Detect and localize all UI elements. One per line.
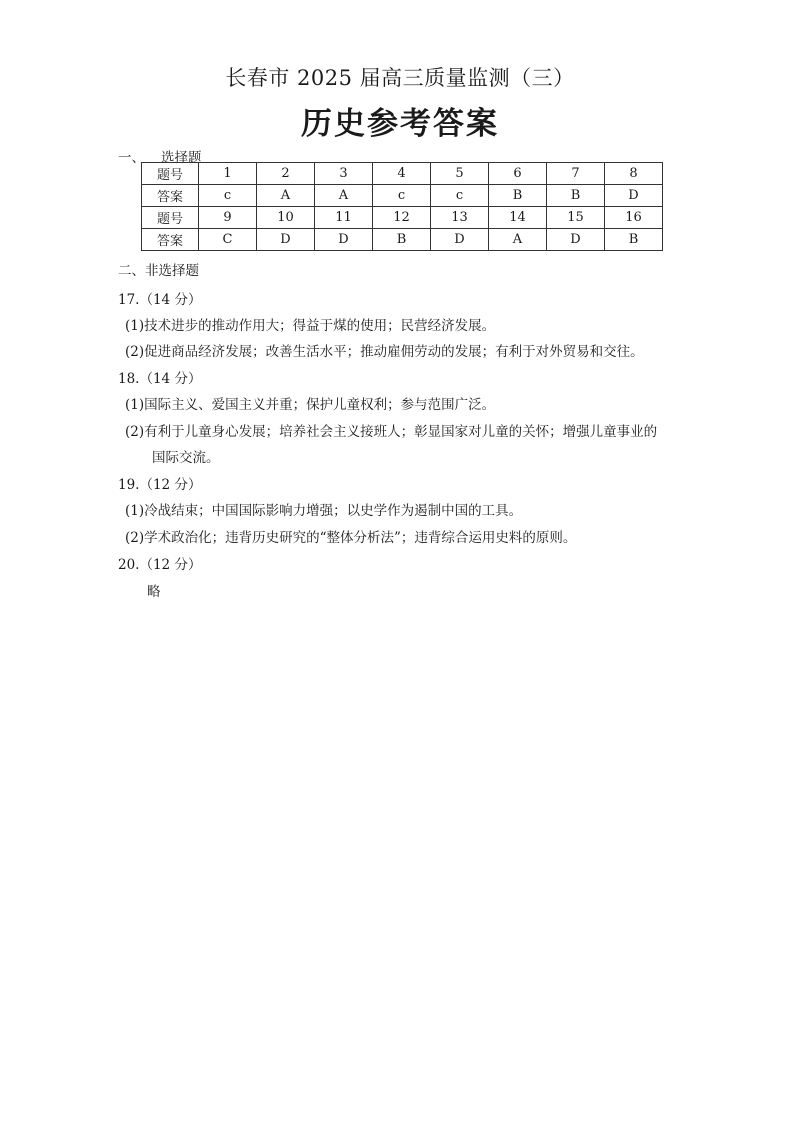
table-cell: 5	[431, 163, 489, 185]
question-18-answer-2-continued: 国际交流。	[152, 450, 220, 466]
question-18-answer-1: (1)国际主义、爱国主义并重；保护儿童权利；参与范围广泛。	[125, 397, 496, 413]
table-cell: D	[315, 229, 373, 251]
question-17-answer-2: (2)促进商品经济发展；改善生活水平；推动雇佣劳动的发展；有利于对外贸易和交往。	[125, 344, 644, 360]
table-cell: 4	[373, 163, 431, 185]
table-cell: 9	[199, 207, 257, 229]
table-cell: 11	[315, 207, 373, 229]
table-cell: B	[605, 229, 663, 251]
table-cell: B	[489, 185, 547, 207]
table-cell: 16	[605, 207, 663, 229]
row-header-cell: 答案	[142, 229, 199, 251]
answer-table	[141, 162, 663, 251]
table-cell: 10	[257, 207, 315, 229]
question-18-answer-2: (2)有利于儿童身心发展；培养社会主义接班人；彰显国家对儿童的关怀；增强儿童事业的	[125, 424, 658, 440]
section-number: 一、	[118, 150, 145, 166]
table-cell: 6	[489, 163, 547, 185]
table-cell: A	[257, 185, 315, 207]
table-cell: A	[489, 229, 547, 251]
table-cell: 14	[489, 207, 547, 229]
question-19-answer-1: (1)冷战结束；中国国际影响力增强；以史学作为遏制中国的工具。	[125, 503, 523, 519]
table-cell: c	[199, 185, 257, 207]
question-17-answer-1: (1)技术进步的推动作用大；得益于煤的使用；民营经济发展。	[125, 318, 496, 334]
table-cell: D	[431, 229, 489, 251]
table-cell: 3	[315, 163, 373, 185]
question-17-heading: 17.（14 分）	[118, 292, 202, 308]
section-heading-non-choice: 二、非选择题	[118, 263, 199, 279]
page-title: 历史参考答案	[301, 106, 499, 142]
table-cell: c	[431, 185, 489, 207]
question-19-answer-2: (2)学术政治化；违背历史研究的“整体分析法”；违背综合运用史料的原则。	[125, 530, 577, 546]
table-cell: c	[373, 185, 431, 207]
table-cell: 7	[547, 163, 605, 185]
table-row	[142, 207, 663, 229]
table-cell: 1	[199, 163, 257, 185]
table-cell: B	[373, 229, 431, 251]
table-cell: 15	[547, 207, 605, 229]
table-cell: D	[605, 185, 663, 207]
section-label: 选择题	[161, 150, 202, 166]
table-cell: D	[257, 229, 315, 251]
table-row	[142, 163, 663, 185]
question-20-heading: 20.（12 分）	[118, 557, 202, 573]
table-cell: 13	[431, 207, 489, 229]
row-header-cell: 答案	[142, 185, 199, 207]
exam-subtitle: 长春市 2025 届高三质量监测（三）	[225, 66, 575, 90]
table-cell: B	[547, 185, 605, 207]
table-cell: 12	[373, 207, 431, 229]
question-18-heading: 18.（14 分）	[118, 371, 202, 387]
table-cell: C	[199, 229, 257, 251]
table-row	[142, 185, 663, 207]
table-cell: D	[547, 229, 605, 251]
table-row	[142, 229, 663, 251]
row-header-cell: 题号	[142, 207, 199, 229]
table-cell: 8	[605, 163, 663, 185]
question-19-heading: 19.（12 分）	[118, 477, 202, 493]
table-cell: A	[315, 185, 373, 207]
question-20-answer: 略	[147, 584, 161, 600]
table-cell: 2	[257, 163, 315, 185]
row-header-cell: 题号	[142, 163, 199, 185]
